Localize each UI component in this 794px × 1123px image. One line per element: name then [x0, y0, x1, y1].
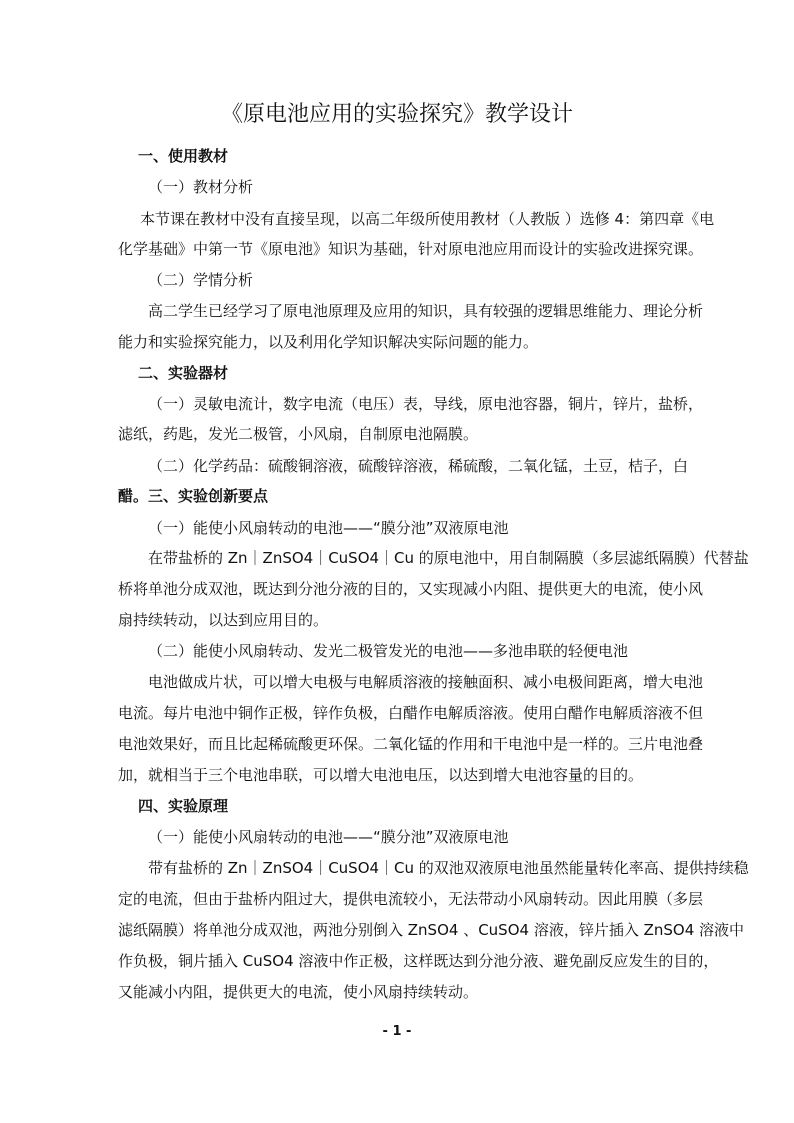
heading-3: 醋。三、实验创新要点	[118, 487, 269, 505]
paragraph-line: （二）化学药品：硫酸铜溶液，硫酸锌溶液，稀硫酸，二氧化锰，土豆，桔子，白	[148, 457, 689, 475]
paragraph-line: 本节课在教材中没有直接呈现，以高二年级所使用教材（人教版 ）选修 4：第四章《电	[140, 210, 715, 228]
subheading-4-1: （一）能使小风扇转动的电池——“膜分池”双液原电池	[148, 828, 509, 846]
subheading-1-1: （一）教材分析	[148, 178, 254, 196]
heading-4: 四、实验原理	[138, 797, 229, 815]
paragraph-line: 滤纸隔膜）将单池分成双池，两池分别倒入 ZnSO4 、CuSO4 溶液，锌片插入 ZnSO4 溶液中	[118, 921, 745, 939]
paragraph-line: 在带盐桥的 Zn｜ZnSO4｜CuSO4｜Cu 的原电池中，用自制隔膜（多层滤纸隔膜）代替盐	[148, 549, 749, 567]
paragraph-line: 加，就相当于三个电池串联，可以增大电池电压，以达到增大电池容量的目的。	[118, 766, 644, 784]
heading-1: 一、使用教材	[138, 147, 229, 165]
subheading-3-1: （一）能使小风扇转动的电池——“膜分池”双液原电池	[148, 519, 509, 537]
paragraph-line: 扇持续转动，以达到应用目的。	[118, 611, 329, 629]
document-title: 《原电池应用的实验探究》教学设计	[220, 102, 573, 127]
paragraph-line: 高二学生已经学习了原电池原理及应用的知识，具有较强的逻辑思维能力、理论分析	[148, 302, 704, 320]
paragraph-line: 能力和实验探究能力，以及利用化学知识解决实际问题的能力。	[118, 333, 539, 351]
heading-2: 二、实验器材	[138, 364, 229, 382]
paragraph-line: 作负极，铜片插入 CuSO4 溶液中作正极，这样既达到分池分液、避免副反应发生的目的，	[118, 952, 719, 970]
paragraph-line: 化学基础》中第一节《原电池》知识为基础，针对原电池应用而设计的实验改进探究课。	[118, 240, 704, 258]
paragraph-line: 定的电流，但由于盐桥内阻过大，提供电流较小，无法带动小风扇转动。因此用膜（多层	[118, 890, 704, 908]
paragraph-line: 带有盐桥的 Zn｜ZnSO4｜CuSO4｜Cu 的双池双液原电池虽然能量转化率高、提供持续稳	[148, 859, 749, 877]
page-number: - 1 -	[382, 1024, 412, 1039]
subheading-1-2: （二）学情分析	[148, 271, 254, 289]
paragraph-line: 滤纸，药匙，发光二极管，小风扇，自制原电池隔膜。	[118, 425, 479, 443]
paragraph-line: 又能减小内阻，提供更大的电流，使小风扇持续转动。	[118, 983, 479, 1001]
paragraph-line: 电池效果好，而且比起稀硫酸更环保。二氧化锰的作用和干电池中是一样的。三片电池叠	[118, 735, 704, 753]
paragraph-line: 电流。每片电池中铜作正极，锌作负极，白醋作电解质溶液。使用白醋作电解质溶液不但	[118, 704, 704, 722]
paragraph-line: （一）灵敏电流计，数字电流（电压）表，导线，原电池容器，铜片，锌片，盐桥，	[148, 395, 704, 413]
subheading-3-2: （二）能使小风扇转动、发光二极管发光的电池——多池串联的轻便电池	[148, 642, 629, 660]
paragraph-line: 桥将单池分成双池，既达到分池分液的目的，又实现减小内阻、提供更大的电流，使小风	[118, 580, 704, 598]
paragraph-line: 电池做成片状，可以增大电极与电解质溶液的接触面积、减小电极间距离，增大电池	[148, 673, 704, 691]
